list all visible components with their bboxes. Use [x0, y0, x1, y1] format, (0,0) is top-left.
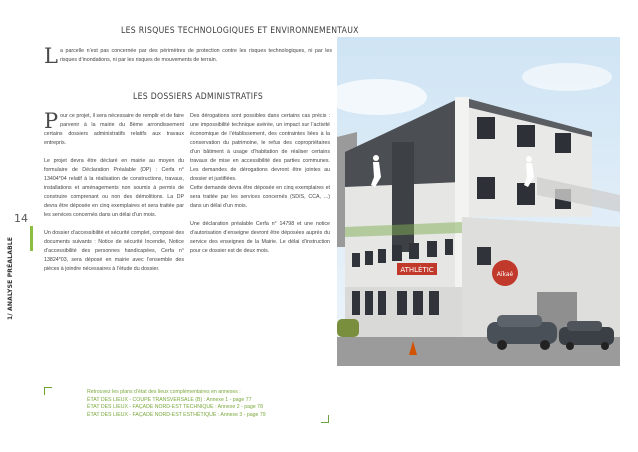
athletic-sign-text: ATHLÉTIC	[400, 266, 434, 274]
col1-paragraph-1	[44, 109, 184, 148]
section-dossiers-title: LES DOSSIERS ADMINISTRATIFS	[133, 92, 264, 102]
building-photo	[337, 37, 620, 366]
col2-paragraph-3: Une déclaration préalable Cerfa n° 14798 et une notice d’autorisation d’enseigne devront être déposées auprès du service des enseignes de la Mairie. Le délai d’instruction pour ce dossier est de deux mois.	[190, 221, 330, 254]
col1-paragraph-2: Le projet devra être déclaré en mairie au moyen du formulaire de Déclaration Préalable (DP) : Cerfa n° 13404*04 relatif à la réalisation de constructions, travaux, installations et aménagements non soumis à permis de construire comprenant ou non des démolitions. La DP devra être déposée en cinq exemplaires et sera traitée par les services concernés dans un délai d’un mois.	[44, 158, 184, 218]
footnote-corner-top-left	[44, 387, 52, 395]
col2-paragraph-1: Des dérogations sont possibles dans certains cas précis : une impossibilité technique avérée, un impact sur l’activité économique de l’établissement, des contraintes liées à la conservation du patrimoine, le refus des copropriétaires d’un bâtiment à usage d’habitation de réaliser certains travaux de mise en accessibilité des parties communes. Les demandes de dérogations devront être jointes au dossier et justifiées.	[190, 113, 330, 182]
col1-p1-text: our ce projet, il sera nécessaire de remplir et de faire parvenir à la mairie du 8ème arrondissement certains dossiers administratifs relatifs aux travaux entrepris.	[44, 113, 184, 146]
footnote-line-4: ÉTAT DES LIEUX - FAÇADE NORD-EST ESTHÉTIQUE : Annexe 3 - page 79	[87, 411, 266, 418]
sidebar-section-label: 1/ ANALYSE PRÉALABLE	[7, 236, 14, 320]
footnote-line-3: ÉTAT DES LIEUX - FAÇADE NORD-EST TECHNIQUE : Annexe 2 - page 78	[87, 404, 263, 410]
footnote-corner-bottom-right	[321, 415, 329, 423]
car-3	[337, 319, 359, 337]
section-risques-text	[44, 44, 332, 68]
col1-paragraph-3: Un dossier d’accessibilité et sécurité complet, composé des documents suivants : Notice de sécurité Incendie, Notice d’accessibilité des personnes handicapées, Cerfa n° 13824*03, sera déposé en mairie avec l’ensemble des pièces à joindre nécessaires à l’étude du dossier.	[44, 230, 184, 272]
round-sign-text: Aïkaé	[496, 271, 514, 278]
dropcap-p: P	[44, 109, 59, 133]
page-number: 14	[14, 212, 28, 225]
dossiers-column-1	[44, 109, 184, 274]
footnote-line-1: Retrouvez les plans d’état des lieux complémentaires en annexes :	[87, 389, 241, 395]
dossiers-column-2	[190, 112, 330, 256]
dropcap-l: L	[44, 44, 58, 68]
section-risques-title: LES RISQUES TECHNOLOGIQUES ET ENVIRONNEMENTAUX	[121, 26, 359, 36]
footnote-annexes	[87, 389, 266, 419]
footnote-line-2: ÉTAT DES LIEUX - COUPE TRANSVERSALE (B) : Annexe 1 - page 77	[87, 396, 252, 403]
risques-paragraph: a parcelle n’est pas concernée par des périmètres de protection contre les risques technologiques, ni par les risques d’inondations, ni par les risques de mouvements de terrain.	[59, 48, 332, 63]
building-photo-svg	[337, 37, 620, 366]
sidebar-accent-bar	[30, 226, 33, 251]
col2-paragraph-2: Cette demande devra être déposée en cinq exemplaires et sera traitée par les services concernés (SDIS, CCA, ...) dans un délai d’un mois.	[190, 185, 330, 209]
